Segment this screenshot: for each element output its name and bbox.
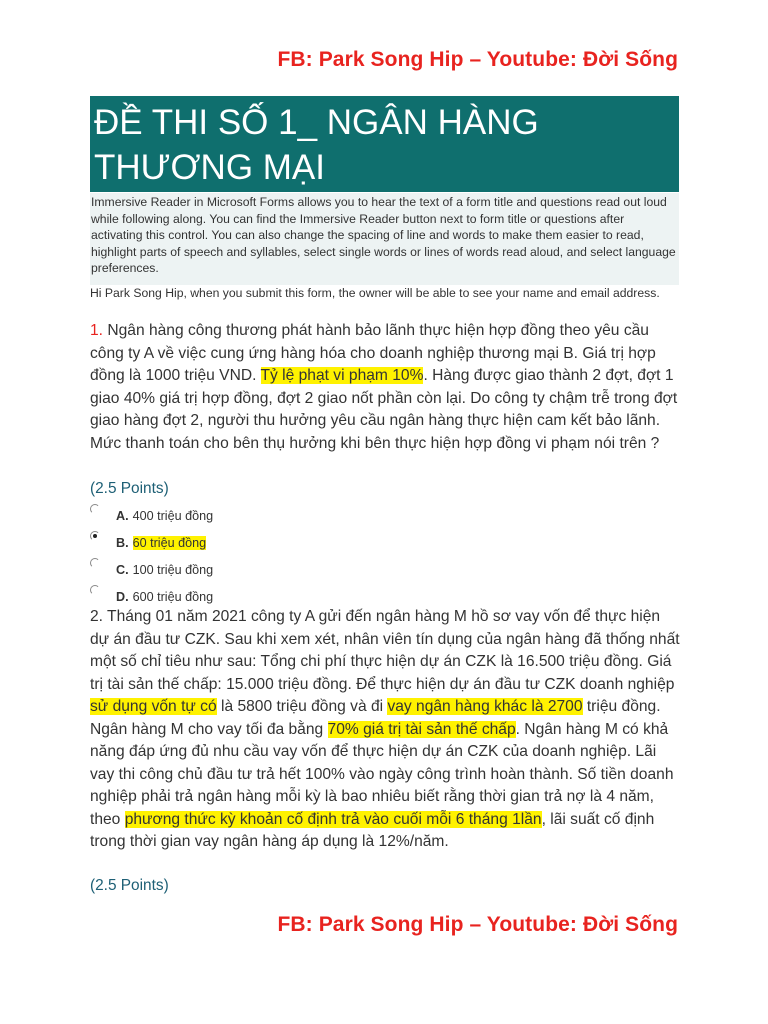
option-d-letter: D. — [116, 590, 129, 604]
question-1-number: 1. — [90, 322, 104, 339]
form-title-banner — [90, 96, 679, 192]
option-b-label: 60 triệu đồng — [132, 536, 207, 550]
fb-youtube-header: FB: Park Song Hip – Youtube: Đời Sống — [277, 48, 678, 71]
radio-button-c[interactable] — [90, 558, 100, 568]
option-c-letter: C. — [116, 563, 129, 577]
question-2-part-d: . Ngân hàng M có khả năng đáp ứng đủ nhu cầu vay vốn để thực hiện dự án CZK của doanh nghiệp. Lãi vay thi công chủ đầu tư trả hết 100% vào ngày công trình hoàn thành. Số tiền doanh nghiệp phải trả ngân hàng mỗi kỳ là bao nhiêu biết rằng thời gian trả nợ là 4 năm, theo — [90, 720, 674, 828]
question-2-part-e: , lãi suất cố định trong thời gian vay ngân hàng áp dụng là 12%/năm. — [90, 810, 655, 850]
radio-button-d[interactable] — [90, 585, 100, 595]
radio-button-a[interactable] — [90, 504, 100, 514]
option-a-letter: A. — [116, 509, 129, 523]
question-2-text — [90, 606, 682, 854]
form-title: ĐỀ THI SỐ 1_ NGÂN HÀNG THƯƠNG MẠI — [94, 103, 539, 187]
option-a-label: 400 triệu đồng — [132, 509, 214, 523]
question-1-text — [90, 320, 682, 455]
question-2-part-c: triệu đồng. Ngân hàng M cho vay tối đa bằng — [90, 698, 661, 738]
question-2-points: (2.5 Points) — [90, 877, 169, 894]
question-2-highlight-d: phương thức kỳ khoản cố định trả vào cuối mỗi 6 tháng 1lần — [124, 810, 542, 828]
option-b-letter: B. — [116, 536, 129, 550]
fb-youtube-footer: FB: Park Song Hip – Youtube: Đời Sống — [277, 913, 678, 936]
immersive-reader-info: Immersive Reader in Microsoft Forms allows you to hear the text of a form title and questions read out loud while following along. You can find the Immersive Reader button next to form title or questions after activating this control. You can also change the spacing of line and words to make them easier to read, highlight parts of speech and syllables, select single words or lines of words read aloud, and select language preferences. — [90, 193, 679, 285]
question-1-part-b: . Hàng được giao thành 2 đợt, đợt 1 giao 40% giá trị hợp đồng, đợt 2 giao nốt phần còn lại. Do công ty chậm trễ trong đợt giao hàng đợt 2, người thu hưởng yêu cầu ngân hàng thực hiện cam kết bảo lãnh. Mức thanh toán cho bên thụ hưởng khi bên thực hiện hợp đồng vi phạm nói trên ? — [90, 367, 678, 452]
submission-notice: Hi Park Song Hip, when you submit this form, the owner will be able to see your name and email address. — [90, 286, 660, 300]
question-1-points: (2.5 Points) — [90, 480, 169, 497]
radio-button-b-selected[interactable] — [90, 531, 100, 541]
question-2-part-a: 2. Tháng 01 năm 2021 công ty A gửi đến ngân hàng M hồ sơ vay vốn để thực hiện dự án đầu tư CZK. Sau khi xem xét, nhân viên tín dụng của ngân hàng đã thống nhất một số chỉ tiêu như sau: Tổng chi phí thực hiện dự án CZK là 16.500 triệu đồng. Giá trị tài sản thế chấp: 15.000 triệu đồng. Để thực hiện dự án đầu tư CZK doanh nghiệp — [90, 608, 680, 693]
option-c-label: 100 triệu đồng — [132, 563, 214, 577]
question-2-highlight-a: sử dụng vốn tự có — [90, 698, 217, 715]
question-2-highlight-c: 70% giá trị tài sản thế chấp — [327, 720, 516, 738]
question-1-part-a: Ngân hàng công thương phát hành bảo lãnh thực hiện hợp đồng theo yêu cầu công ty A về việc cung ứng hàng hóa cho doanh nghiệp thương mại B. Giá trị hợp đồng là 1000 triệu VND. — [90, 322, 656, 384]
option-d-label: 600 triệu đồng — [132, 590, 214, 604]
question-2-part-b: là 5800 triệu đồng và đi — [216, 698, 388, 715]
question-2-highlight-b: vay ngân hàng khác là 2700 — [387, 698, 583, 715]
question-1-highlight: Tỷ lệ phạt vi phạm 10% — [260, 367, 424, 384]
